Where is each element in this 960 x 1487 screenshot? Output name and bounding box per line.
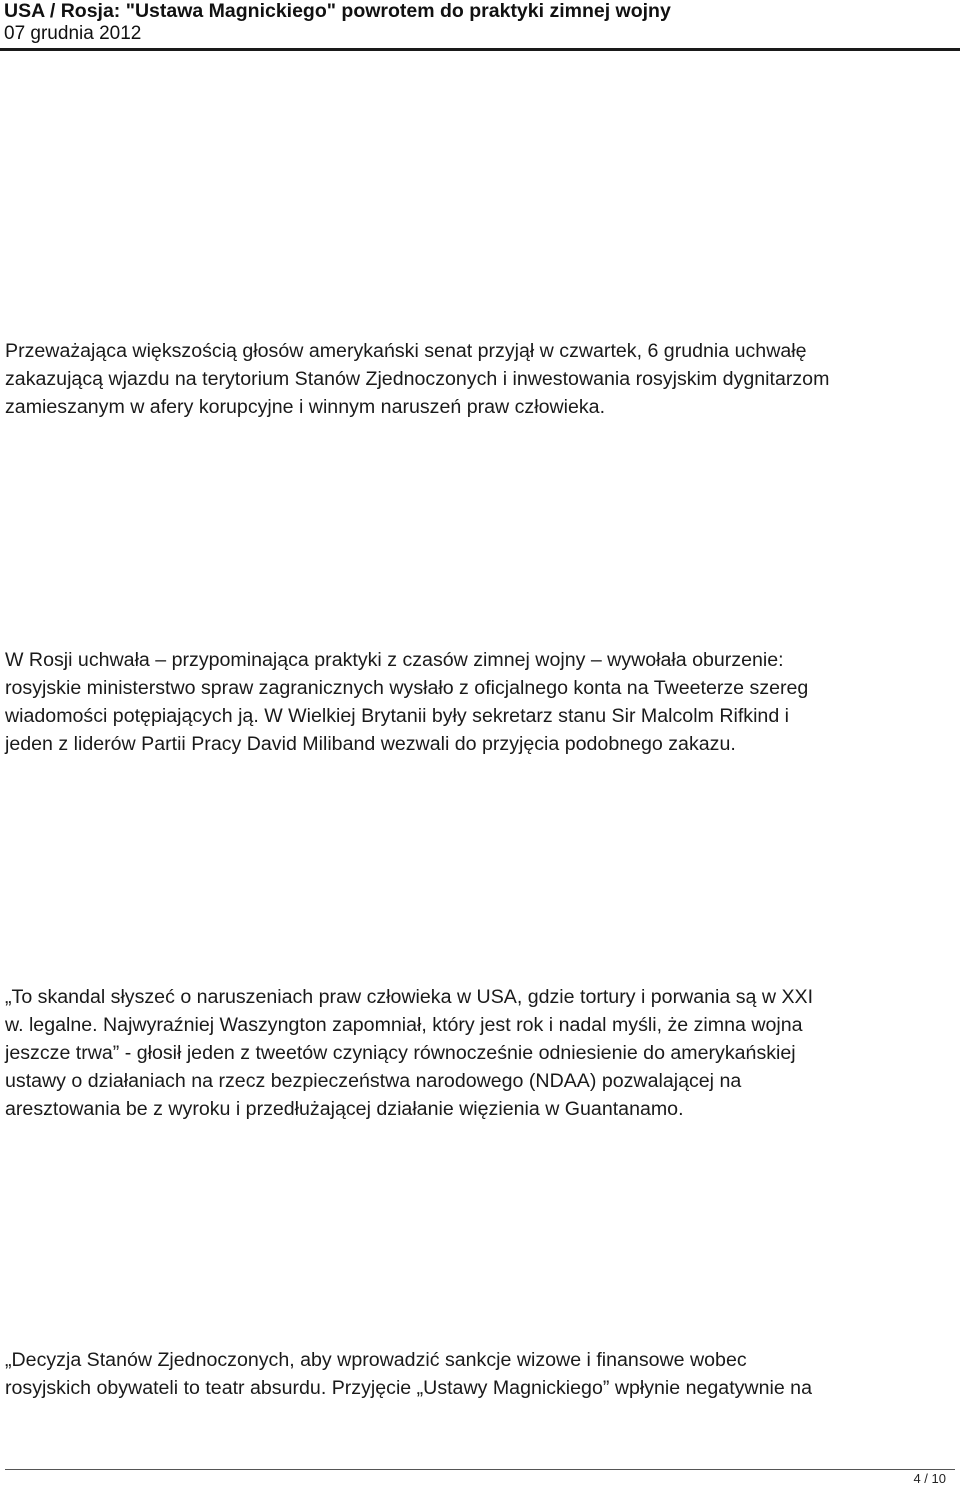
paragraph-line: rosyjskich obywateli to teatr absurdu. Przyjęcie „Ustawy Magnickiego” wpłynie negatywnie na: [5, 1377, 812, 1399]
footer-divider: [5, 1469, 955, 1470]
paragraph-line: „Decyzja Stanów Zjednoczonych, aby wprowadzić sankcje wizowe i finansowe wobec: [5, 1349, 747, 1371]
paragraph-line: „To skandal słyszeć o naruszeniach praw człowieka w USA, gdzie tortury i porwania są w XXI: [5, 986, 814, 1008]
page-number: 4 / 10: [913, 1471, 946, 1486]
paragraph-line: Przeważająca większością głosów amerykański senat przyjął w czwartek, 6 grudnia uchwałę: [5, 340, 807, 362]
paragraph-line: jeden z liderów Partii Pracy David Miliband wezwali do przyjęcia podobnego zakazu.: [5, 733, 736, 755]
paragraph-3: [5, 983, 955, 1123]
paragraph-4: [5, 1346, 955, 1402]
paragraph-line: jeszcze trwa” - głosił jeden z tweetów czyniący równocześnie odniesienie do amerykańskiej: [5, 1042, 796, 1064]
header-divider: [0, 48, 960, 51]
paragraph-line: aresztowania be z wyroku i przedłużającej działanie więzienia w Guantanamo.: [5, 1098, 684, 1120]
paragraph-line: zamieszanym w afery korupcyjne i winnym naruszeń praw człowieka.: [5, 396, 606, 418]
paragraph-1: [5, 337, 955, 421]
paragraph-line: ustawy o działaniach na rzecz bezpieczeństwa narodowego (NDAA) pozwalającej na: [5, 1070, 742, 1092]
document-date: 07 grudnia 2012: [4, 23, 142, 44]
paragraph-line: W Rosji uchwała – przypominająca praktyki z czasów zimnej wojny – wywołała oburzenie:: [5, 649, 784, 671]
paragraph-line: wiadomości potępiających ją. W Wielkiej Brytanii były sekretarz stanu Sir Malcolm Rifkind i: [5, 705, 790, 727]
paragraph-line: rosyjskie ministerstwo spraw zagranicznych wysłało z oficjalnego konta na Tweeterze szereg: [5, 677, 809, 699]
paragraph-line: zakazującą wjazdu na terytorium Stanów Zjednoczonych i inwestowania rosyjskim dygnitarzom: [5, 368, 830, 390]
paragraph-line: w. legalne. Najwyraźniej Waszyngton zapomniał, który jest rok i nadal myśli, że zimna wojna: [5, 1014, 803, 1036]
document-title: USA / Rosja: "Ustawa Magnickiego" powrotem do praktyki zimnej wojny: [4, 0, 671, 22]
paragraph-2: [5, 646, 955, 758]
